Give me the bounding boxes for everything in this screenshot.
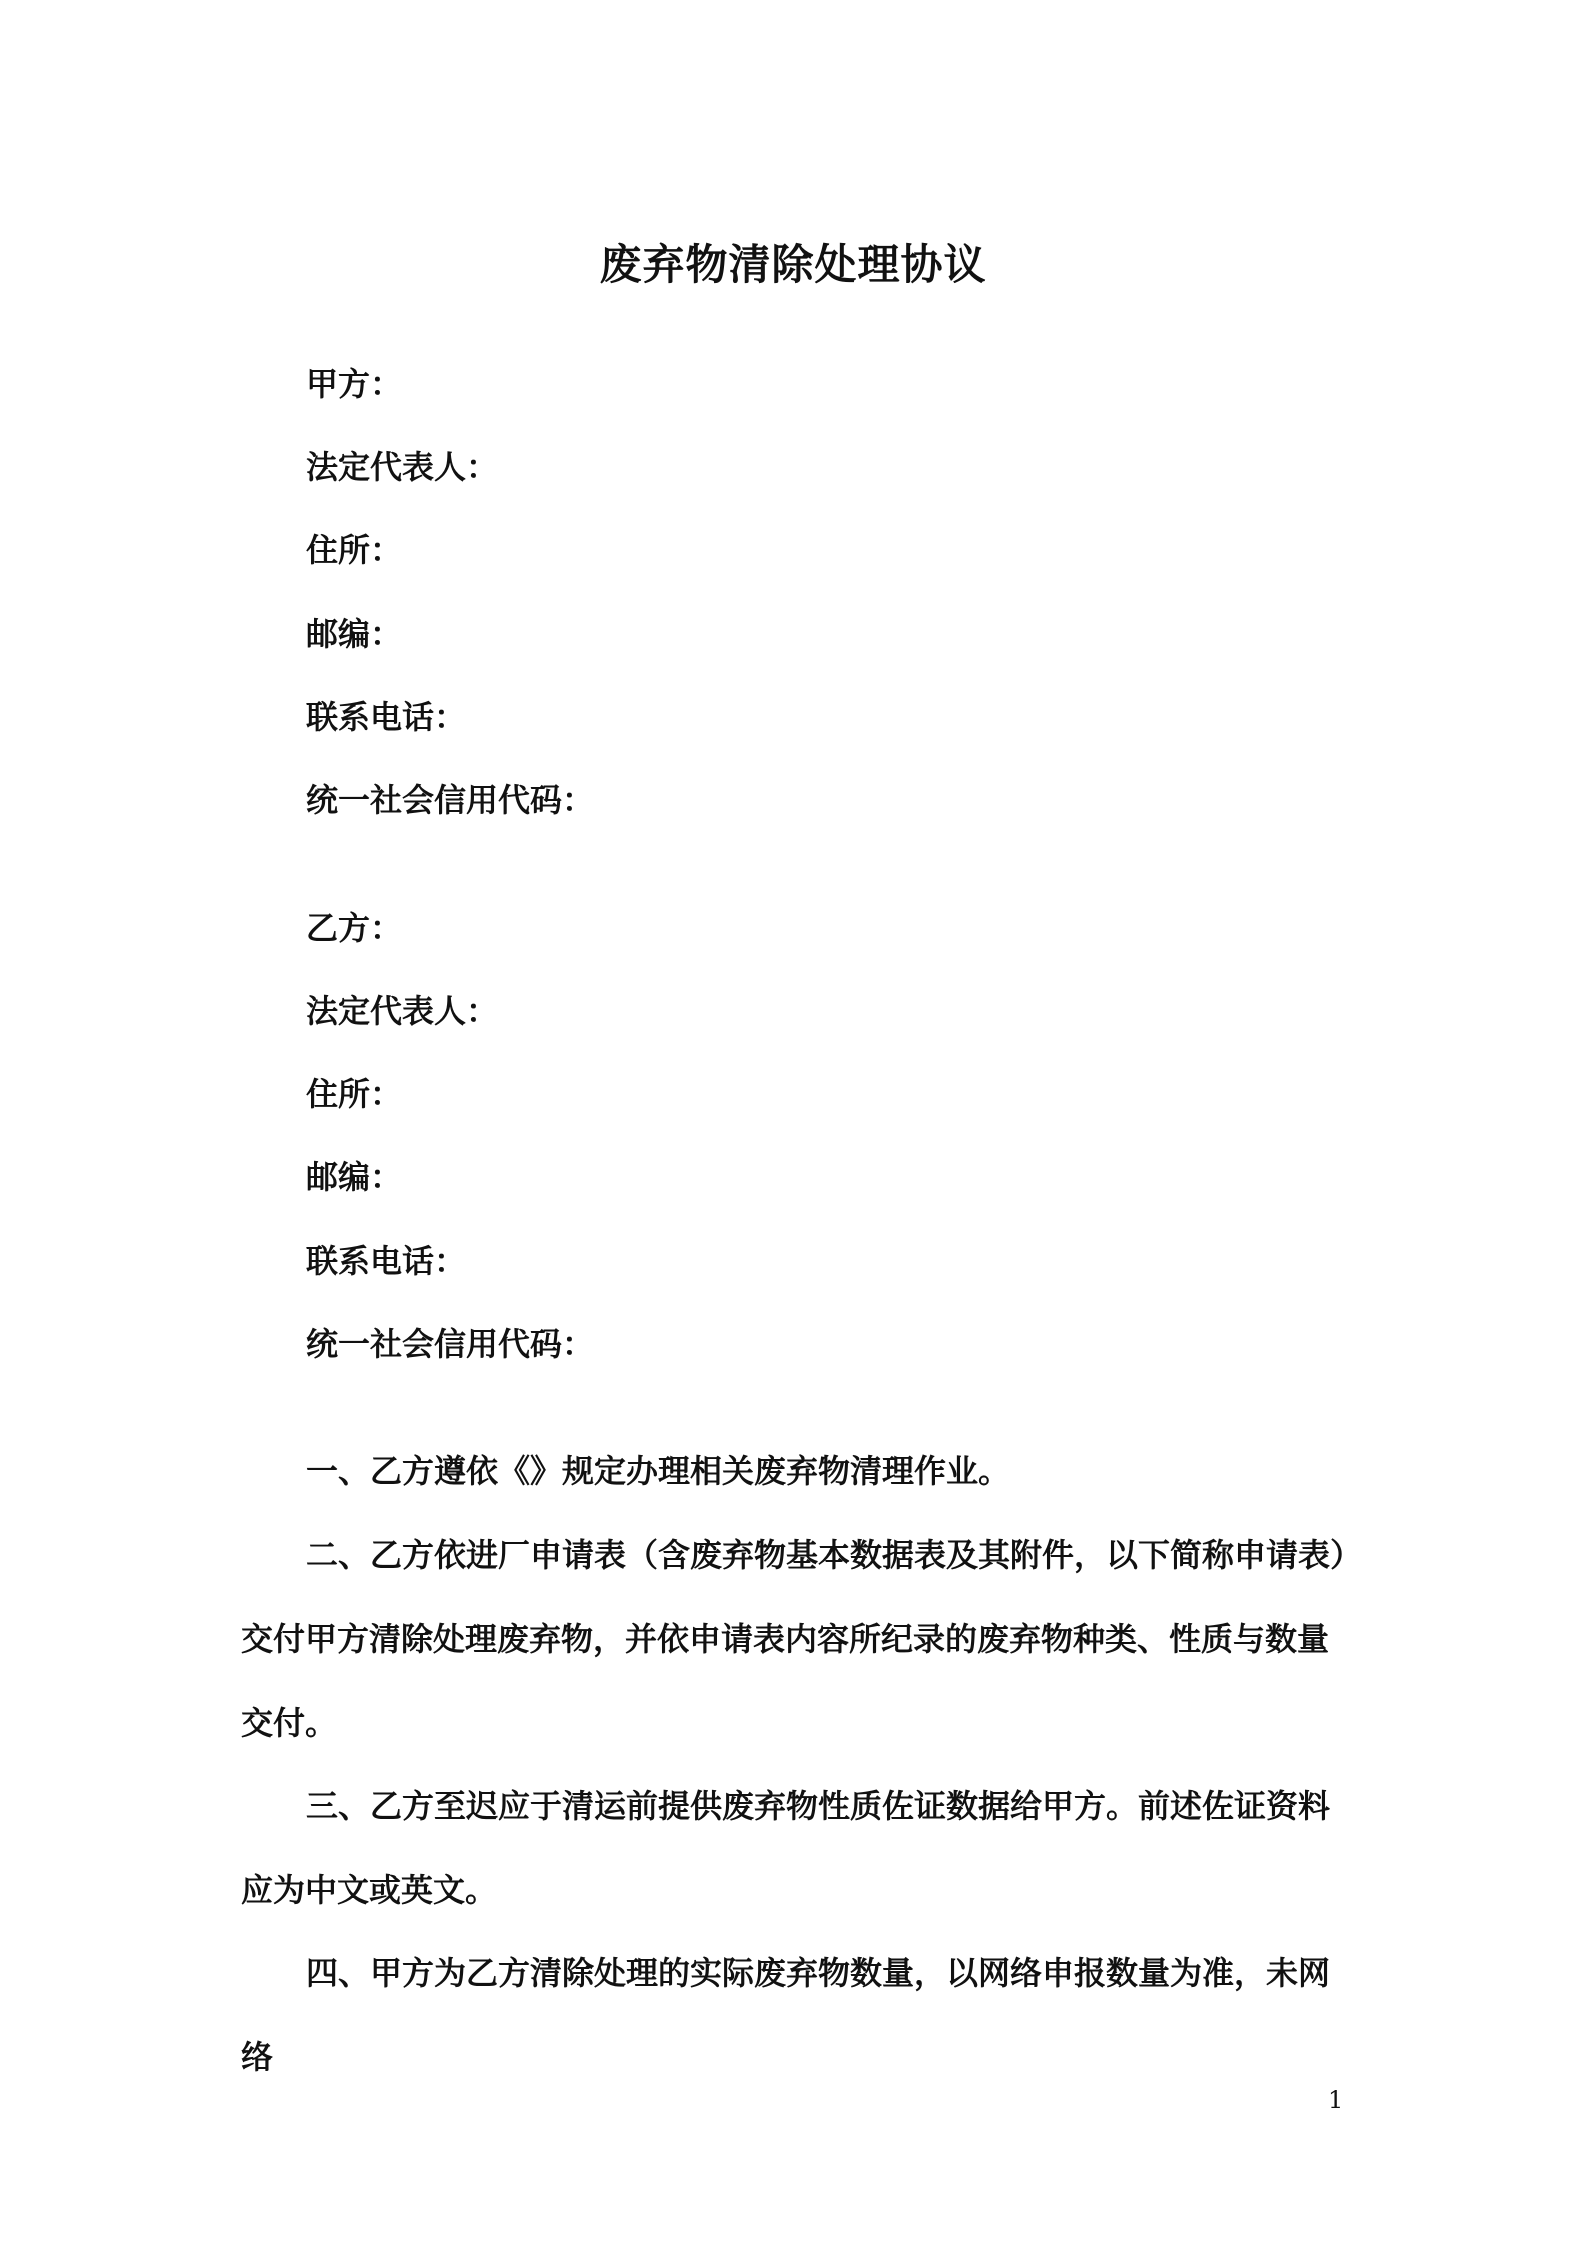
- party-b-postcode-label: 邮编：: [306, 1158, 403, 1196]
- clause-3: 三、乙方至迟应于清运前提供废弃物性质佐证数据给甲方。前述佐证资料应为中文或英文。: [241, 1787, 1331, 1909]
- clause-2: 二、乙方依进厂申请表（含废弃物基本数据表及其附件，以下简称申请表）交付甲方清除处理废弃物，并依申请表内容所纪录的废弃物种类、性质与数量交付。: [241, 1536, 1347, 1742]
- party-a-address-label: 住所：: [306, 531, 403, 569]
- party-b-address-label: 住所：: [306, 1075, 403, 1113]
- clause-1: 一、乙方遵依《》规定办理相关废弃物清理作业。: [306, 1452, 1011, 1490]
- party-a-name-label: 甲方：: [306, 365, 403, 403]
- party-b-name-label: 乙方：: [306, 909, 403, 947]
- party-b-legal-rep-label: 法定代表人：: [306, 992, 499, 1030]
- party-b-credit-code-label: 统一社会信用代码：: [306, 1325, 595, 1363]
- page-number: 1: [1328, 2086, 1344, 2114]
- party-b-phone-label: 联系电话：: [306, 1242, 467, 1280]
- party-a-postcode-label: 邮编：: [306, 615, 403, 653]
- clause-4: 四、甲方为乙方清除处理的实际废弃物数量，以网络申报数量为准，未网络: [241, 1954, 1331, 2076]
- party-a-phone-label: 联系电话：: [306, 698, 467, 736]
- party-a-credit-code-label: 统一社会信用代码：: [306, 781, 595, 819]
- document-title: 废弃物清除处理协议: [599, 240, 987, 289]
- party-a-legal-rep-label: 法定代表人：: [306, 448, 499, 486]
